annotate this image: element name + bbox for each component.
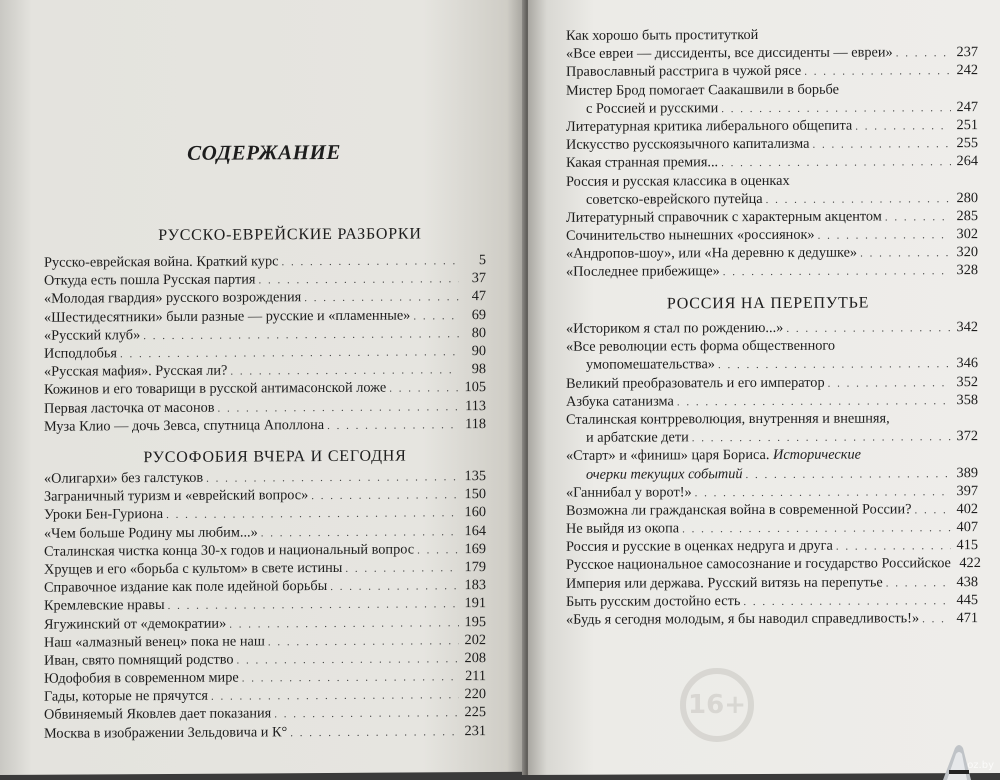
watermark: oz.by [967,760,994,771]
leader-dots [290,726,459,739]
toc-entry [44,416,486,437]
toc-entry [566,153,978,173]
toc-entry-title-line2: с Россией и русскими [586,99,719,117]
toc-entry-page: 90 [471,342,486,360]
toc-entry-page: 346 [956,355,978,372]
toc-entry-page: 118 [465,415,486,432]
toc-entry-title: Откуда есть пошла Русская партия [44,271,256,289]
toc-entry-page: 255 [956,135,978,152]
toc-entry [566,337,978,375]
leader-dots [237,653,459,666]
toc-list-section-1 [44,252,486,437]
toc-entry-title [566,81,978,101]
leader-dots [242,671,459,684]
toc-entry-page: 113 [465,397,486,414]
toc-entry-page: 264 [956,153,978,170]
leader-dots [743,595,951,608]
toc-entry-title: Азбука сатанизма [566,393,674,410]
toc-entry-title: «Последнее прибежище» [566,263,720,281]
toc-entry-title: Возможна ли гражданская война в современной России? [566,501,912,519]
leader-dots [166,508,459,522]
toc-entry-page: 5 [478,252,486,269]
toc-entry-title: Какая странная премия... [566,154,719,172]
leader-dots [812,138,951,151]
toc-entry-title: «Чем больше Родину мы любим...» [44,523,258,542]
toc-entry-title: Литературная критика либерального общепита [566,117,853,135]
toc-entry-page: 471 [956,610,978,627]
toc-entry-title: Не выйдя из окопа [566,520,680,537]
toc-entry [566,117,978,137]
leader-dots [258,273,459,286]
toc-entry [566,610,978,630]
toc-entry-title: Великий преобразователь и его император [566,374,825,392]
toc-list-section-2 [44,468,486,744]
leader-dots [311,489,459,502]
toc-entry-page: 237 [956,44,978,61]
toc-entry-page: 208 [464,649,486,667]
toc-entry-title-line1: Сталинская контрреволюция, внутренняя и внешняя, [566,410,890,428]
toc-entry-title: Быть русским достойно есть [566,592,741,610]
leader-dots [721,102,951,115]
toc-entry-title-line1: «Старт» и «финиш» царя Бориса. [566,447,770,465]
toc-entry-title: «Историком я стал по рождению...» [566,319,784,337]
toc-entry-title: Ягужинский от «демократии» [44,615,227,633]
toc-entry-page: 397 [956,482,978,499]
toc-entry-title: Искусство русскоязычного капитализма [566,135,810,153]
toc-entry [566,135,978,155]
toc-entry-title: Муза Клио — дочь Зевса, спутница Аполлона [44,416,325,435]
toc-entry-page: 191 [464,595,486,612]
leader-dots [896,47,951,59]
leader-dots [327,419,459,432]
toc-entry [566,446,978,484]
toc-entry-page: 135 [464,468,486,485]
toc-entry-page: 80 [471,324,486,341]
toc-entry-page: 98 [471,361,486,378]
toc-entry [566,374,978,394]
toc-entry-page: 37 [471,270,486,287]
leader-dots [886,577,951,589]
age-rating-stamp [680,670,880,740]
toc-entry [566,392,978,412]
toc-entry-title: Наш «алмазный венец» пока не наш [44,633,265,651]
toc-entry-page: 247 [956,98,978,115]
leader-dots [804,66,951,79]
toc-entry-title [566,337,978,357]
leader-dots [281,255,459,268]
leader-dots [413,310,459,322]
leader-dots [677,395,951,408]
leader-dots [330,580,459,593]
toc-entry-title: Русское национальное самосознание и государство Российское [566,555,951,574]
toc-entry-page: 160 [464,504,486,521]
toc-entry-title: Империя или держава. Русский витязь на перепутье [566,574,883,592]
toc-entry-title: Обвиняемый Яковлев дает показания [44,705,272,724]
leader-dots [746,468,951,481]
toc-entry-page: 211 [465,668,486,685]
leader-dots [143,328,459,342]
toc-entry [566,26,978,64]
toc-entry-page: 389 [956,464,978,481]
toc-entry-title: «Русская мафия». Русская ли? [44,362,228,380]
toc-entry [566,574,978,594]
toc-entry-title [566,172,978,192]
toc-entry-page: 47 [471,288,486,305]
toc-entry-title-line1: Мистер Брод помогает Саакашвили в борьбе [566,81,839,99]
toc-entry [566,501,978,521]
toc-entry-title: «Андропов-шоу», или «На деревню к дедушке» [566,244,858,263]
toc-list-continued [566,26,978,282]
toc-entry-page: 169 [464,540,486,557]
toc-entry [566,81,978,119]
toc-entry-page: 328 [956,262,978,279]
leader-dots [389,383,459,395]
toc-entry-title: Иван, свято помнящий родство [44,651,234,669]
toc-entry-title-line1: Как хорошо быть проституткой [566,26,759,44]
toc-entry-title-line2: советско-еврейского путейца [586,190,763,208]
leader-dots [345,562,459,575]
toc-entry-title-italic: Исторические [769,446,861,464]
toc-entry [566,483,978,503]
toc-entry-title: Заграничный туризм и «еврейский вопрос» [44,487,309,505]
leader-dots [836,540,951,553]
toc-entry-title-line2: «Все евреи — диссиденты, все диссиденты — евреи» [566,44,893,63]
toc-entry-page: 69 [471,306,486,323]
toc-entry-page: 285 [956,207,978,225]
toc-entry-title: «Олигархи» без галстуков [44,469,204,487]
toc-entry-page: 105 [464,379,486,396]
leader-dots [718,359,951,372]
toc-entry-title-line2: очерки текущих событий [586,465,743,483]
toc-entry [566,592,978,612]
toc-entry [566,244,978,264]
toc-entry-page: 372 [956,428,978,445]
toc-entry-title: Россия и русские в оценках недруга и друга [566,537,833,556]
section-title-1: РУССКО-ЕВРЕЙСКИЕ РАЗБОРКИ [158,225,422,245]
toc-entry-title: «Шестидесятники» были разные — русские и «пламенные» [44,307,411,326]
toc-entry-title [566,410,978,430]
toc-entry-title: Сочинительство нынешних «россиянок» [566,226,815,244]
toc-entry-page: 225 [464,704,486,721]
toc-entry [566,263,978,283]
leader-dots [274,708,459,721]
toc-entry-title-line2: умопомешательства» [586,356,715,374]
toc-entry [566,172,978,210]
section-title-3: РОССИЯ НА ПЕРЕПУТЬЕ [666,294,870,313]
leader-dots [229,617,459,630]
toc-entry-page: 280 [956,189,978,206]
leader-dots [828,377,951,390]
leader-dots [417,544,459,556]
toc-entry-page: 422 [959,555,981,572]
toc-entry-title: «Ганнибал у ворот!» [566,484,692,501]
toc-entry-title: Хрущев и его «борьба с культом» в свете истины [44,559,343,578]
leader-dots [206,471,459,485]
toc-entry-title: Кремлевские нравы [44,597,165,615]
toc-entry [44,723,486,744]
leader-dots [723,266,951,279]
toc-entry-title: Москва в изображении Зельдовича и К° [44,723,288,742]
toc-entry-title: «Молодая гвардия» русского возрождения [44,289,302,308]
leader-dots [695,486,951,499]
toc-entry-page: 342 [956,319,978,336]
toc-entry [566,519,978,539]
toc-entry [566,62,978,82]
toc-entry [566,208,978,228]
leader-dots [855,120,951,132]
leader-dots [692,431,951,444]
toc-entry-title-line1: «Все революции есть форма общественного [566,337,836,356]
toc-entry-title: Гады, которые не прячутся [44,687,208,705]
age-rating-circle: 16+ [680,668,754,742]
toc-entry-page: 242 [956,62,978,79]
leader-dots [818,229,951,242]
toc-entry-title: Первая ласточка от масонов [44,399,215,417]
leader-dots [268,635,459,648]
toc-entry-page: 164 [464,522,486,539]
toc-entry-page: 352 [956,373,978,390]
toc-entry [566,319,978,339]
leader-dots [168,599,459,613]
toc-entry-title: Исподлобья [44,345,117,362]
leader-dots [211,689,459,703]
toc-entry [566,537,978,557]
toc-entry [566,555,981,576]
toc-entry-page: 231 [464,722,486,739]
toc-entry-title: Юдофобия в современном мире [44,669,239,687]
leader-dots [786,322,951,335]
toc-entry-page: 179 [464,558,486,576]
leader-dots [261,526,459,539]
toc-entry-page: 445 [956,591,978,608]
toc-entry-title: Русско-еврейская война. Краткий курс [44,253,279,271]
toc-entry-page: 407 [956,519,978,536]
toc-entry-page: 302 [956,226,978,243]
toc-entry-page: 402 [956,500,978,518]
toc-list-section-3 [566,319,981,630]
toc-entry-page: 415 [956,537,978,554]
leader-dots [304,292,459,305]
toc-entry-title-line2: и арбатские дети [586,429,689,446]
toc-entry-page: 358 [956,391,978,408]
toc-entry-title: «Будь я сегодня молодым, я бы наводил справедливость!» [566,610,920,628]
leader-dots [218,401,459,414]
toc-entry-page: 195 [464,613,486,630]
toc-entry-title: «Русский клуб» [44,326,141,344]
toc-entry [566,226,978,246]
toc-entry-title [566,446,978,466]
toc-entry-page: 220 [464,686,486,703]
toc-entry-page: 320 [956,244,978,261]
toc-entry-page: 251 [956,117,978,134]
toc-entry-title: Литературный справочник с характерным акцентом [566,208,882,226]
toc-entry-page: 202 [464,631,486,648]
toc-entry-title: Сталинская чистка конца 30-х годов и национальный вопрос [44,541,415,560]
toc-entry-title: Уроки Бен-Гуриона [44,506,164,524]
toc-entry-title: Православный расстрига в чужой рясе [566,63,802,81]
toc-entry-title: Справочное издание как поле идейной борьбы [44,578,328,596]
leader-dots [120,346,459,360]
toc-entry-title [566,26,978,46]
leader-dots [682,522,951,535]
section-title-2: РУСОФОБИЯ ВЧЕРА И СЕГОДНЯ [143,447,407,467]
leader-dots [885,211,951,223]
leader-dots [230,364,459,377]
toc-entry [566,410,978,448]
leader-dots [922,613,951,625]
leader-dots [860,247,951,259]
toc-entry-page: 183 [464,577,486,594]
leader-dots [914,504,951,516]
toc-entry-title: Кожинов и его товарищи в русской антимасонской ложе [44,379,387,399]
leader-dots [766,193,951,206]
bleed-through-text [44,32,484,55]
contents-heading: СОДЕРЖАНИЕ [187,139,341,165]
leader-dots [721,156,951,169]
right-page [528,0,1000,775]
toc-entry-title-line1: Россия и русская классика в оценках [566,172,790,190]
toc-entry-page: 150 [464,486,486,503]
toc-entry-page: 438 [956,573,978,590]
